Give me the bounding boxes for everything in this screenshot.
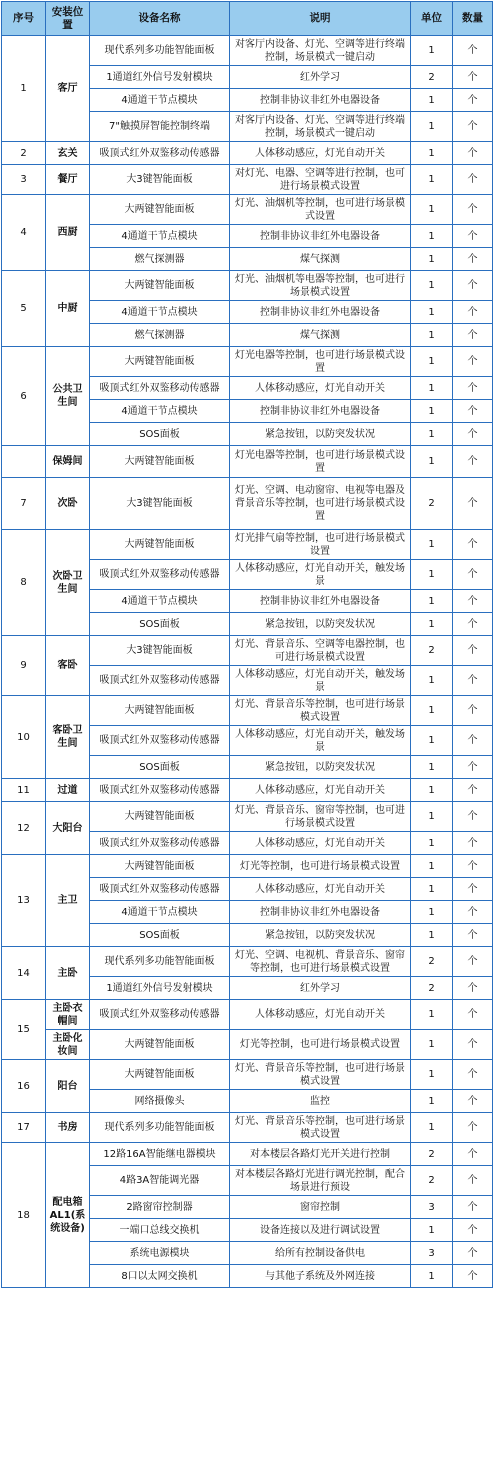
install-location: 主卧衣帽间 <box>46 1000 90 1030</box>
device-description: 人体移动感应，灯光自动开关，触发场景 <box>230 666 411 696</box>
unit-value: 1 <box>411 195 453 225</box>
unit-value: 1 <box>411 590 453 613</box>
quantity-value: 个 <box>453 1143 493 1166</box>
table-row <box>2 636 493 666</box>
device-name: 吸顶式红外双鉴移动传感器 <box>90 779 230 802</box>
row-number: 13 <box>2 855 46 947</box>
device-description: 人体移动感应，灯光自动开关 <box>230 142 411 165</box>
table-row <box>2 165 493 195</box>
quantity-value: 个 <box>453 590 493 613</box>
device-name: 现代系列多功能智能面板 <box>90 1113 230 1143</box>
unit-value: 1 <box>411 696 453 726</box>
device-name: 4通道干节点模块 <box>90 901 230 924</box>
row-number: 9 <box>2 636 46 696</box>
install-location: 客卧卫生间 <box>46 696 90 779</box>
table-row <box>2 446 493 478</box>
device-name: 网络摄像头 <box>90 1090 230 1113</box>
unit-value: 1 <box>411 36 453 66</box>
unit-value: 1 <box>411 1113 453 1143</box>
row-number: 7 <box>2 478 46 530</box>
quantity-value: 个 <box>453 377 493 400</box>
row-number: 18 <box>2 1143 46 1288</box>
quantity-value: 个 <box>453 248 493 271</box>
device-name: 吸顶式红外双鉴移动传感器 <box>90 878 230 901</box>
unit-value: 1 <box>411 1219 453 1242</box>
quantity-value: 个 <box>453 756 493 779</box>
device-description: 控制非协议非红外电器设备 <box>230 901 411 924</box>
device-name: 8口以太网交换机 <box>90 1265 230 1288</box>
quantity-value: 个 <box>453 1030 493 1060</box>
quantity-value: 个 <box>453 423 493 446</box>
quantity-value: 个 <box>453 1265 493 1288</box>
device-name: 大3键智能面板 <box>90 478 230 530</box>
device-name: 系统电源模块 <box>90 1242 230 1265</box>
unit-value: 1 <box>411 530 453 560</box>
install-location: 主卧 <box>46 947 90 1000</box>
unit-value: 1 <box>411 165 453 195</box>
device-name: 7"触摸屏智能控制终端 <box>90 112 230 142</box>
quantity-value: 个 <box>453 613 493 636</box>
quantity-value: 个 <box>453 165 493 195</box>
row-number: 14 <box>2 947 46 1000</box>
device-description: 灯光电器等控制，也可进行场景模式设置 <box>230 347 411 377</box>
install-location: 玄关 <box>46 142 90 165</box>
unit-value: 1 <box>411 832 453 855</box>
table-row <box>2 802 493 832</box>
quantity-value: 个 <box>453 1000 493 1030</box>
unit-value: 1 <box>411 878 453 901</box>
quantity-value: 个 <box>453 195 493 225</box>
unit-value: 1 <box>411 248 453 271</box>
table-row <box>2 855 493 878</box>
device-description: 人体移动感应，灯光自动开关 <box>230 377 411 400</box>
device-description: 灯光、油烟机等控制，也可进行场景模式设置 <box>230 195 411 225</box>
unit-value: 1 <box>411 423 453 446</box>
header-quantity: 数量 <box>453 2 493 36</box>
quantity-value: 个 <box>453 89 493 112</box>
quantity-value: 个 <box>453 1090 493 1113</box>
device-name: 4通道干节点模块 <box>90 301 230 324</box>
unit-value: 3 <box>411 1196 453 1219</box>
install-location: 书房 <box>46 1113 90 1143</box>
device-description: 设备连接以及进行调试设置 <box>230 1219 411 1242</box>
quantity-value: 个 <box>453 271 493 301</box>
device-name: 12路16A智能继电器模块 <box>90 1143 230 1166</box>
device-name: 吸顶式红外双鉴移动传感器 <box>90 726 230 756</box>
device-name: 一端口总线交换机 <box>90 1219 230 1242</box>
unit-value: 1 <box>411 142 453 165</box>
device-description: 人体移动感应，灯光自动开关 <box>230 878 411 901</box>
unit-value: 1 <box>411 901 453 924</box>
device-name: 现代系列多功能智能面板 <box>90 36 230 66</box>
table-row <box>2 271 493 301</box>
quantity-value: 个 <box>453 1060 493 1090</box>
unit-value: 1 <box>411 924 453 947</box>
row-number: 2 <box>2 142 46 165</box>
device-description: 紧急按钮，以防突发状况 <box>230 613 411 636</box>
unit-value: 1 <box>411 301 453 324</box>
device-name: 4通道干节点模块 <box>90 225 230 248</box>
row-number: 5 <box>2 271 46 347</box>
device-name: 大两键智能面板 <box>90 696 230 726</box>
quantity-value: 个 <box>453 1196 493 1219</box>
device-description: 灯光、背景音乐等控制，也可进行场景模式设置 <box>230 1060 411 1090</box>
device-description: 灯光、背景音乐等控制，也可进行场景模式设置 <box>230 696 411 726</box>
unit-value: 1 <box>411 377 453 400</box>
unit-value: 1 <box>411 1000 453 1030</box>
row-number: 8 <box>2 530 46 636</box>
install-location: 客卧 <box>46 636 90 696</box>
device-description: 对客厅内设备、灯光、空调等进行终端控制，场景模式一键启动 <box>230 112 411 142</box>
quantity-value: 个 <box>453 977 493 1000</box>
unit-value: 1 <box>411 400 453 423</box>
quantity-value: 个 <box>453 779 493 802</box>
unit-value: 2 <box>411 977 453 1000</box>
device-description: 人体移动感应，灯光自动开关，触发场景 <box>230 726 411 756</box>
install-location: 中厨 <box>46 271 90 347</box>
quantity-value: 个 <box>453 666 493 696</box>
unit-value: 1 <box>411 802 453 832</box>
table-row <box>2 36 493 66</box>
row-number: 16 <box>2 1060 46 1113</box>
install-location: 公共卫生间 <box>46 347 90 446</box>
device-name: 燃气探测器 <box>90 324 230 347</box>
quantity-value: 个 <box>453 1113 493 1143</box>
unit-value: 3 <box>411 1242 453 1265</box>
device-description: 人体移动感应，灯光自动开关 <box>230 1000 411 1030</box>
unit-value: 1 <box>411 271 453 301</box>
device-name: 吸顶式红外双鉴移动传感器 <box>90 1000 230 1030</box>
device-name: 燃气探测器 <box>90 248 230 271</box>
table-row <box>2 1143 493 1166</box>
device-description: 灯光排气扇等控制，也可进行场景模式设置 <box>230 530 411 560</box>
unit-value: 1 <box>411 225 453 248</box>
device-name: 大两键智能面板 <box>90 855 230 878</box>
device-name: 大两键智能面板 <box>90 530 230 560</box>
quantity-value: 个 <box>453 530 493 560</box>
unit-value: 1 <box>411 1265 453 1288</box>
row-number <box>2 446 46 478</box>
quantity-value: 个 <box>453 112 493 142</box>
device-name: 大两键智能面板 <box>90 1060 230 1090</box>
quantity-value: 个 <box>453 400 493 423</box>
device-description: 对本楼层各路灯光开关进行控制 <box>230 1143 411 1166</box>
table-row <box>2 142 493 165</box>
quantity-value: 个 <box>453 832 493 855</box>
install-location: 次卧 <box>46 478 90 530</box>
device-name: 4通道干节点模块 <box>90 89 230 112</box>
device-name: 2路窗帘控制器 <box>90 1196 230 1219</box>
unit-value: 2 <box>411 66 453 89</box>
unit-value: 1 <box>411 112 453 142</box>
quantity-value: 个 <box>453 901 493 924</box>
unit-value: 1 <box>411 1030 453 1060</box>
unit-value: 1 <box>411 779 453 802</box>
table-body <box>2 36 493 1288</box>
header-unit: 单位 <box>411 2 453 36</box>
device-name: SOS面板 <box>90 924 230 947</box>
table-row <box>2 1000 493 1030</box>
device-name: 大两键智能面板 <box>90 446 230 478</box>
table-row <box>2 530 493 560</box>
table-row <box>2 1113 493 1143</box>
quantity-value: 个 <box>453 347 493 377</box>
table-row <box>2 696 493 726</box>
device-description: 紧急按钮，以防突发状况 <box>230 756 411 779</box>
device-description: 控制非协议非红外电器设备 <box>230 400 411 423</box>
quantity-value: 个 <box>453 726 493 756</box>
quantity-value: 个 <box>453 636 493 666</box>
install-location: 配电箱AL1(系统设备) <box>46 1143 90 1288</box>
unit-value: 2 <box>411 947 453 977</box>
row-number: 3 <box>2 165 46 195</box>
install-location: 过道 <box>46 779 90 802</box>
install-location: 阳台 <box>46 1060 90 1113</box>
device-name: 吸顶式红外双鉴移动传感器 <box>90 560 230 590</box>
device-description: 人体移动感应，灯光自动开关，触发场景 <box>230 560 411 590</box>
unit-value: 1 <box>411 1060 453 1090</box>
install-location: 客厅 <box>46 36 90 142</box>
unit-value: 2 <box>411 636 453 666</box>
unit-value: 1 <box>411 726 453 756</box>
unit-value: 2 <box>411 1166 453 1196</box>
table-row <box>2 779 493 802</box>
device-name: SOS面板 <box>90 423 230 446</box>
equipment-table <box>1 1 493 1288</box>
device-name: 吸顶式红外双鉴移动传感器 <box>90 142 230 165</box>
device-name: 1通道红外信号发射模块 <box>90 66 230 89</box>
quantity-value: 个 <box>453 1219 493 1242</box>
device-name: 大两键智能面板 <box>90 802 230 832</box>
unit-value: 1 <box>411 347 453 377</box>
device-name: 大两键智能面板 <box>90 195 230 225</box>
unit-value: 2 <box>411 478 453 530</box>
device-description: 煤气探测 <box>230 324 411 347</box>
device-description: 人体移动感应，灯光自动开关 <box>230 779 411 802</box>
unit-value: 2 <box>411 1143 453 1166</box>
install-location: 次卧卫生间 <box>46 530 90 636</box>
device-name: 吸顶式红外双鉴移动传感器 <box>90 666 230 696</box>
unit-value: 1 <box>411 1090 453 1113</box>
quantity-value: 个 <box>453 1242 493 1265</box>
unit-value: 1 <box>411 446 453 478</box>
unit-value: 1 <box>411 560 453 590</box>
device-description: 灯光、空调、电动窗帘、电视等电器及背景音乐等控制，也可进行场景模式设置 <box>230 478 411 530</box>
quantity-value: 个 <box>453 478 493 530</box>
quantity-value: 个 <box>453 142 493 165</box>
table-row <box>2 195 493 225</box>
quantity-value: 个 <box>453 878 493 901</box>
quantity-value: 个 <box>453 924 493 947</box>
quantity-value: 个 <box>453 66 493 89</box>
row-number: 4 <box>2 195 46 271</box>
device-description: 灯光、油烟机等电器等控制，也可进行场景模式设置 <box>230 271 411 301</box>
install-location: 西厨 <box>46 195 90 271</box>
device-description: 给所有控制设备供电 <box>230 1242 411 1265</box>
device-name: 吸顶式红外双鉴移动传感器 <box>90 377 230 400</box>
device-name: SOS面板 <box>90 756 230 779</box>
device-description: 灯光、背景音乐、空调等电器控制，也可进行场景模式设置 <box>230 636 411 666</box>
quantity-value: 个 <box>453 696 493 726</box>
install-location: 大阳台 <box>46 802 90 855</box>
device-name: 4通道干节点模块 <box>90 590 230 613</box>
table-row <box>2 478 493 530</box>
device-description: 控制非协议非红外电器设备 <box>230 225 411 248</box>
install-location: 主卫 <box>46 855 90 947</box>
quantity-value: 个 <box>453 802 493 832</box>
device-name: SOS面板 <box>90 613 230 636</box>
device-name: 现代系列多功能智能面板 <box>90 947 230 977</box>
header-no: 序号 <box>2 2 46 36</box>
device-name: 大3键智能面板 <box>90 636 230 666</box>
device-description: 灯光电器等控制，也可进行场景模式设置 <box>230 446 411 478</box>
device-description: 紧急按钮，以防突发状况 <box>230 423 411 446</box>
install-location: 餐厅 <box>46 165 90 195</box>
device-description: 窗帘控制 <box>230 1196 411 1219</box>
row-number: 15 <box>2 1000 46 1060</box>
device-description: 对灯光、电器、空调等进行控制，也可进行场景模式设置 <box>230 165 411 195</box>
table-row <box>2 947 493 977</box>
quantity-value: 个 <box>453 324 493 347</box>
device-name: 大两键智能面板 <box>90 347 230 377</box>
table-row <box>2 1030 493 1060</box>
row-number: 17 <box>2 1113 46 1143</box>
header-device: 设备名称 <box>90 2 230 36</box>
row-number: 6 <box>2 347 46 446</box>
quantity-value: 个 <box>453 1166 493 1196</box>
device-description: 控制非协议非红外电器设备 <box>230 89 411 112</box>
unit-value: 1 <box>411 666 453 696</box>
quantity-value: 个 <box>453 301 493 324</box>
device-description: 红外学习 <box>230 66 411 89</box>
device-description: 灯光等控制，也可进行场景模式设置 <box>230 1030 411 1060</box>
device-description: 煤气探测 <box>230 248 411 271</box>
device-description: 控制非协议非红外电器设备 <box>230 590 411 613</box>
device-description: 对本楼层各路灯光进行调光控制，配合场景进行预设 <box>230 1166 411 1196</box>
device-name: 大两键智能面板 <box>90 271 230 301</box>
device-description: 人体移动感应，灯光自动开关 <box>230 832 411 855</box>
header-description: 说明 <box>230 2 411 36</box>
unit-value: 1 <box>411 855 453 878</box>
row-number: 12 <box>2 802 46 855</box>
quantity-value: 个 <box>453 446 493 478</box>
header-row <box>2 2 493 36</box>
row-number: 1 <box>2 36 46 142</box>
quantity-value: 个 <box>453 855 493 878</box>
table-row <box>2 347 493 377</box>
device-description: 监控 <box>230 1090 411 1113</box>
row-number: 11 <box>2 779 46 802</box>
unit-value: 1 <box>411 324 453 347</box>
unit-value: 1 <box>411 756 453 779</box>
device-name: 吸顶式红外双鉴移动传感器 <box>90 832 230 855</box>
device-description: 控制非协议非红外电器设备 <box>230 301 411 324</box>
device-name: 4通道干节点模块 <box>90 400 230 423</box>
install-location: 主卧化妆间 <box>46 1030 90 1060</box>
install-location: 保姆间 <box>46 446 90 478</box>
quantity-value: 个 <box>453 560 493 590</box>
unit-value: 1 <box>411 89 453 112</box>
device-name: 4路3A智能调光器 <box>90 1166 230 1196</box>
quantity-value: 个 <box>453 225 493 248</box>
device-description: 灯光、背景音乐等控制，也可进行场景模式设置 <box>230 1113 411 1143</box>
device-name: 1通道红外信号发射模块 <box>90 977 230 1000</box>
table-row <box>2 1060 493 1090</box>
device-description: 对客厅内设备、灯光、空调等进行终端控制，场景模式一键启动 <box>230 36 411 66</box>
device-description: 灯光、背景音乐、窗帘等控制，也可进行场景模式设置 <box>230 802 411 832</box>
device-description: 与其他子系统及外网连接 <box>230 1265 411 1288</box>
header-location: 安装位置 <box>46 2 90 36</box>
row-number: 10 <box>2 696 46 779</box>
device-description: 紧急按钮，以防突发状况 <box>230 924 411 947</box>
device-name: 大3键智能面板 <box>90 165 230 195</box>
unit-value: 1 <box>411 613 453 636</box>
device-description: 红外学习 <box>230 977 411 1000</box>
quantity-value: 个 <box>453 36 493 66</box>
device-description: 灯光等控制，也可进行场景模式设置 <box>230 855 411 878</box>
device-description: 灯光、空调、电视机、背景音乐、窗帘等控制，也可进行场景模式设置 <box>230 947 411 977</box>
device-name: 大两键智能面板 <box>90 1030 230 1060</box>
quantity-value: 个 <box>453 947 493 977</box>
